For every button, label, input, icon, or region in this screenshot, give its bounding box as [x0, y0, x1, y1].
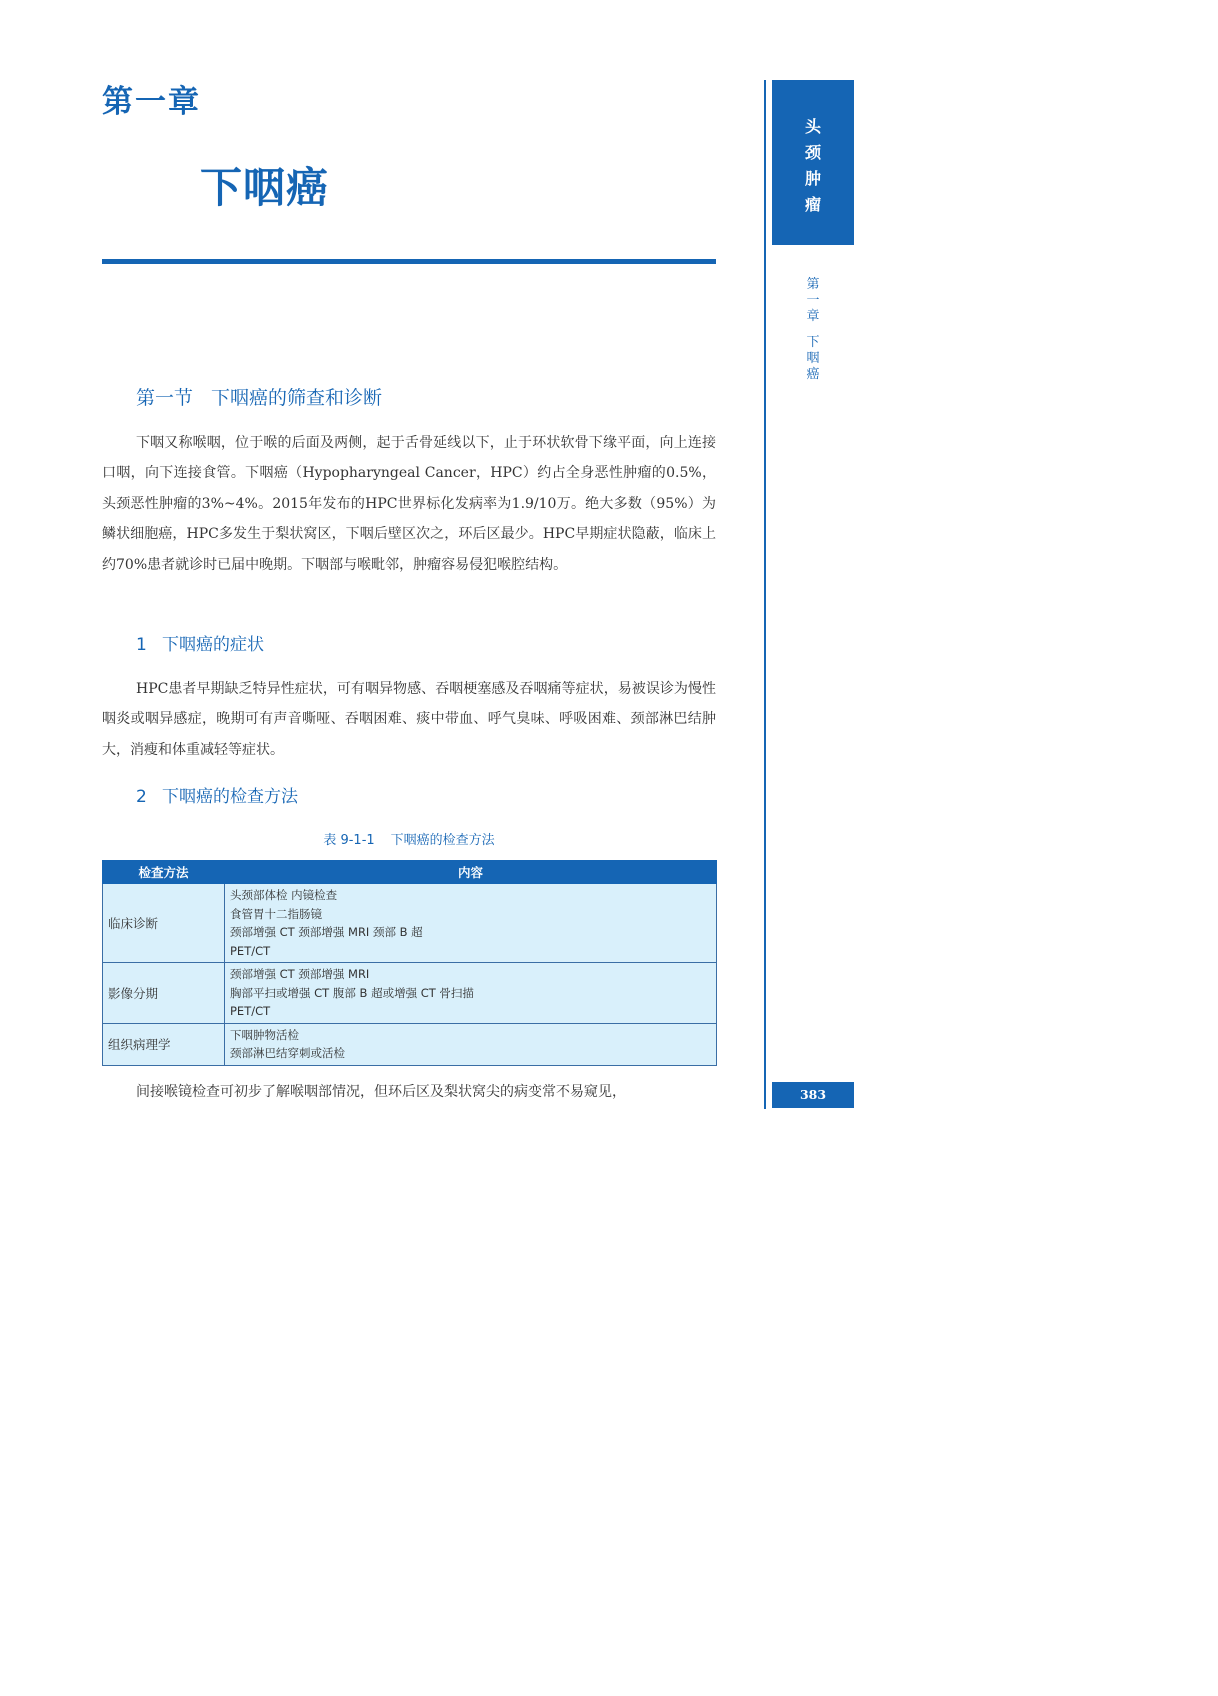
sidebar-tab-char: 头 [804, 117, 821, 136]
table-cell-content [225, 963, 717, 1024]
subsection-heading-symptoms [136, 630, 264, 655]
table-cell-line: 头颈部体检 内镜检查 [230, 888, 338, 902]
table-cell-content [225, 1023, 717, 1065]
sidebar-tab-char: 肿 [804, 169, 821, 188]
table-header-content: 内容 [225, 861, 717, 884]
title-divider [102, 259, 716, 264]
table-cell-line: 下咽肿物活检 [230, 1027, 299, 1042]
table-cell-method: 临床诊断 [103, 884, 225, 963]
table-cell-method: 组织病理学 [103, 1023, 225, 1065]
subsection-number: 1 [136, 635, 147, 655]
chapter-label: 第一章 [102, 84, 201, 120]
table-cell-line: PET/CT [230, 943, 271, 958]
table-header-method: 检查方法 [103, 861, 225, 884]
table-cell-content [225, 884, 717, 963]
table-cell-line: 颈部淋巴结穿刺或活检 [230, 1046, 345, 1060]
sidebar-tab-char: 瘤 [804, 195, 821, 214]
sidebar-rule [764, 80, 766, 1109]
table-cell-method: 影像分期 [103, 963, 225, 1024]
sidebar-title-char: 咽 [806, 351, 820, 366]
exam-methods-table [102, 860, 717, 1066]
table-header-row [103, 861, 717, 884]
sidebar-chapter-char: 一 [806, 293, 820, 308]
section-title: 下咽癌的筛查和诊断 [211, 387, 383, 409]
table-row [103, 963, 717, 1024]
chapter-title: 下咽癌 [200, 163, 330, 212]
section-heading [136, 383, 382, 410]
table-row [103, 1023, 717, 1065]
table-cell-line: 食管胃十二指肠镜 [230, 906, 322, 921]
paragraph-laryngoscopy: 间接喉镜检查可初步了解喉咽部情况，但环后区及梨状窝尖的病变常不易窥见， [136, 1084, 626, 1100]
paragraph-intro: 下咽又称喉咽，位于喉的后面及两侧，起于舌骨延线以下，止于环状软骨下缘平面，向上连接口咽，向下连接食管。下咽癌（Hypopharyngeal Cancer，HPC）约占全身恶性肿瘤的0.5%，头颈恶性肿瘤的3%~4%。2015年发布的HPC世界标化发病率为1.9/10万。绝大多数（95%）为鳞状细胞癌，HPC多发生于梨状窝区，下咽后壁区次之，环后区最少。HPC早期症状隐蔽，临床上约70%患者就诊时已届中晚期。下咽部与喉毗邻，肿瘤容易侵犯喉腔结构。 [102, 435, 716, 573]
sidebar-tab-char: 颈 [804, 143, 821, 162]
table-row [103, 884, 717, 963]
subsection-title: 下咽癌的症状 [162, 635, 264, 655]
sidebar-chapter-char: 第 [806, 277, 820, 292]
sidebar-chapter-label [800, 277, 826, 383]
table-caption [102, 829, 716, 848]
sidebar-title-char: 下 [806, 335, 820, 350]
sidebar-chapter-char: 章 [806, 309, 820, 324]
subsection-number: 2 [136, 787, 147, 807]
table-caption-number: 表 9-1-1 [323, 833, 375, 848]
subsection-title: 下咽癌的检查方法 [162, 787, 298, 807]
table-cell-line: 胸部平扫或增强 CT 腹部 B 超或增强 CT 骨扫描 [230, 985, 474, 1000]
sidebar-section-tab [772, 80, 854, 245]
table-cell-line: 颈部增强 CT 颈部增强 MRI [230, 967, 370, 981]
page-number: 383 [772, 1082, 854, 1108]
paragraph-symptoms: HPC患者早期缺乏特异性症状，可有咽异物感、吞咽梗塞感及吞咽痛等症状，易被误诊为慢性咽炎或咽异感症，晚期可有声音嘶哑、吞咽困难、痰中带血、呼气臭味、呼吸困难、颈部淋巴结肿大，消瘦和体重减轻等症状。 [102, 681, 716, 758]
table-caption-title: 下咽癌的检查方法 [390, 833, 495, 848]
sidebar-title-char: 癌 [806, 367, 820, 382]
section-number: 第一节 [136, 387, 194, 409]
subsection-heading-exams [136, 782, 298, 807]
table-cell-line: PET/CT [230, 1004, 271, 1018]
table-cell-line: 颈部增强 CT 颈部增强 MRI 颈部 B 超 [230, 925, 423, 939]
